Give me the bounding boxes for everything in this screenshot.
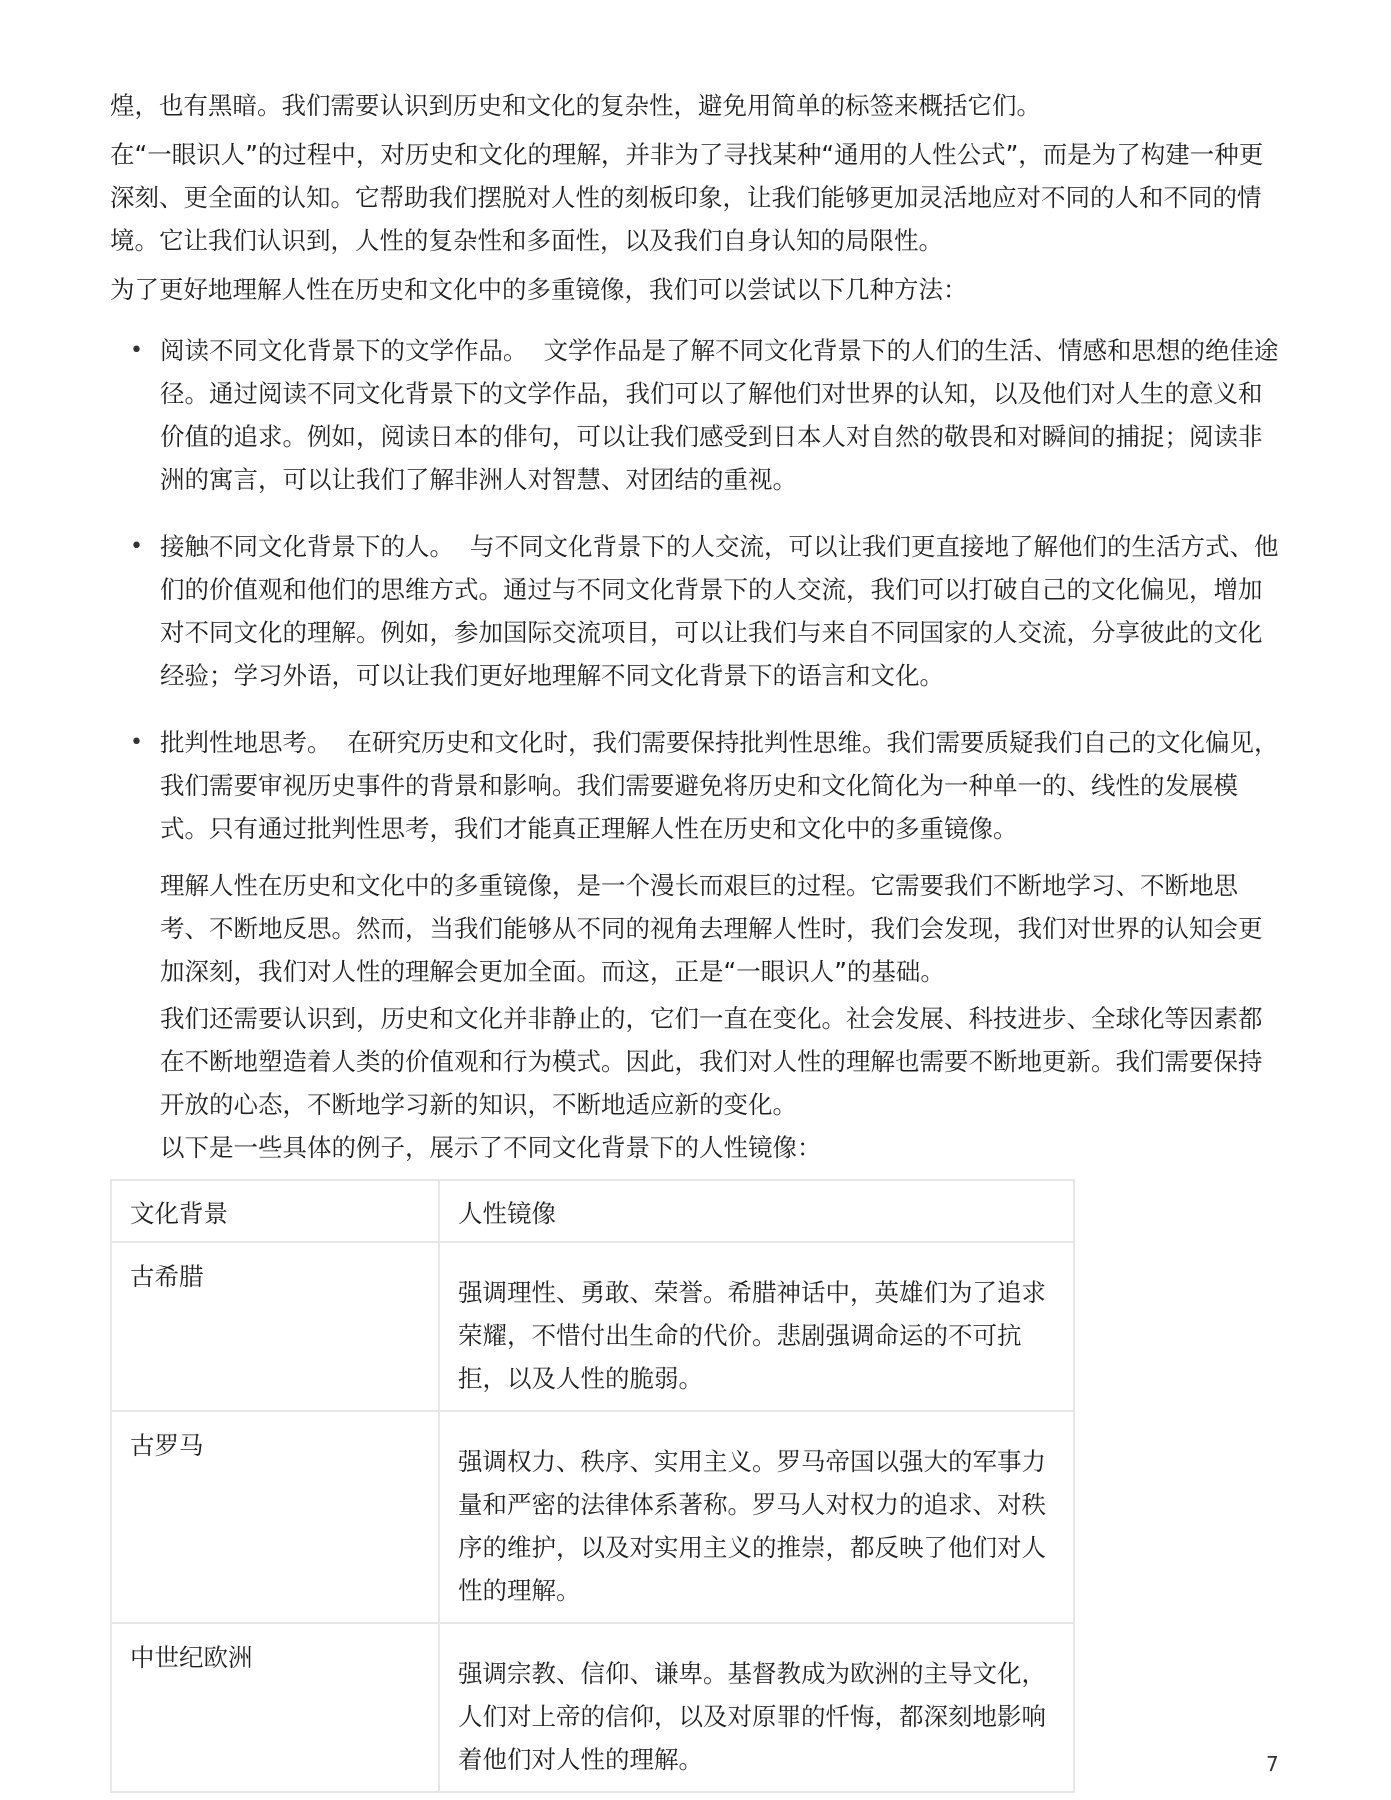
table-row — [111, 1242, 1074, 1411]
table-cell-mirror: 强调宗教、信仰、谦卑。基督教成为欧洲的主导文化，人们对上帝的信仰，以及对原罪的忏悔，都深刻地影响着他们对人性的理解。 — [439, 1623, 1074, 1792]
paragraph-continuation: 煌，也有黑暗。我们需要认识到历史和文化的复杂性，避免用简单的标签来概括它们。 — [110, 91, 1041, 120]
table-header-row — [111, 1180, 1074, 1242]
paragraph-process: 理解人性在历史和文化中的多重镜像，是一个漫长而艰巨的过程。它需要我们不断地学习、不断地思考、不断地反思。然而，当我们能够从不同的视角去理解人性时，我们会发现，我们对世界的认知会更加深刻，我们对人性的理解会更加全面。而这，正是“一眼识人”的基础。 — [160, 871, 1263, 986]
list-item — [110, 721, 1280, 850]
bullet-lead: 阅读不同文化背景下的文学作品。 — [160, 336, 528, 365]
bullet-body: 在研究历史和文化时，我们需要保持批判性思维。我们需要质疑我们自己的文化偏见，我们需要审视历史事件的背景和影响。我们需要避免将历史和文化简化为一种单一的、线性的发展模式。只有通过批判性思考，我们才能真正理解人性在历史和文化中的多重镜像。 — [160, 728, 1279, 843]
bullet-body: 文学作品是了解不同文化背景下的人们的生活、情感和思想的绝佳途径。通过阅读不同文化背景下的文学作品，我们可以了解他们对世界的认知，以及他们对人生的意义和价值的追求。例如，阅读日本的俳句，可以让我们感受到日本人对自然的敬畏和对瞬间的捕捉；阅读非洲的寓言，可以让我们了解非洲人对智慧、对团结的重视。 — [160, 336, 1279, 494]
table-cell-culture: 古罗马 — [111, 1411, 439, 1623]
paragraph-examples-intro: 以下是一些具体的例子，展示了不同文化背景下的人性镜像： — [160, 1133, 822, 1162]
bullet-lead: 接触不同文化背景下的人。 — [160, 532, 454, 561]
table-cell-culture: 中世纪欧洲 — [111, 1623, 439, 1792]
culture-table — [110, 1179, 1075, 1793]
bullet-icon: • — [130, 730, 143, 755]
methods-list — [110, 329, 1280, 850]
bullet-body: 与不同文化背景下的人交流，可以让我们更直接地了解他们的生活方式、他们的价值观和他们的思维方式。通过与不同文化背景下的人交流，我们可以打破自己的文化偏见，增加对不同文化的理解。例如，参加国际交流项目，可以让我们与来自不同国家的人交流，分享彼此的文化经验；学习外语，可以让我们更好地理解不同文化背景下的语言和文化。 — [160, 532, 1279, 690]
table-cell-mirror: 强调权力、秩序、实用主义。罗马帝国以强大的军事力量和严密的法律体系著称。罗马人对权力的追求、对秩序的维护，以及对实用主义的推崇，都反映了他们对人性的理解。 — [439, 1411, 1074, 1623]
table-header-mirror: 人性镜像 — [439, 1180, 1074, 1242]
page-number: 7 — [1266, 1752, 1279, 1776]
paragraph-cognition: 在“一眼识人”的过程中，对历史和文化的理解，并非为了寻找某种“通用的人性公式”，而是为了构建一种更深刻、更全面的认知。它帮助我们摆脱对人性的刻板印象，让我们能够更加灵活地应对不同的人和不同的情境。它让我们认识到，人性的复杂性和多面性，以及我们自身认知的局限性。 — [110, 140, 1264, 255]
table-cell-mirror: 强调理性、勇敢、荣誉。希腊神话中，英雄们为了追求荣耀，不惜付出生命的代价。悲剧强调命运的不可抗拒，以及人性的脆弱。 — [439, 1242, 1074, 1411]
table-cell-culture: 古希腊 — [111, 1242, 439, 1411]
bullet-lead: 批判性地思考。 — [160, 728, 332, 757]
table-row — [111, 1411, 1074, 1623]
list-item — [110, 525, 1280, 697]
bullet-icon: • — [130, 338, 143, 363]
bullet-icon: • — [130, 534, 143, 559]
paragraph-methods-intro: 为了更好地理解人性在历史和文化中的多重镜像，我们可以尝试以下几种方法： — [110, 275, 968, 304]
page-content — [110, 84, 1280, 1793]
list-item — [110, 329, 1280, 501]
table-row — [111, 1623, 1074, 1792]
paragraph-change: 我们还需要认识到，历史和文化并非静止的，它们一直在变化。社会发展、科技进步、全球化等因素都在不断地塑造着人类的价值观和行为模式。因此，我们对人性的理解也需要不断地更新。我们需要保持开放的心态，不断地学习新的知识，不断地适应新的变化。 — [160, 1004, 1263, 1119]
indented-section — [110, 864, 1280, 1169]
table-header-culture: 文化背景 — [111, 1180, 439, 1242]
